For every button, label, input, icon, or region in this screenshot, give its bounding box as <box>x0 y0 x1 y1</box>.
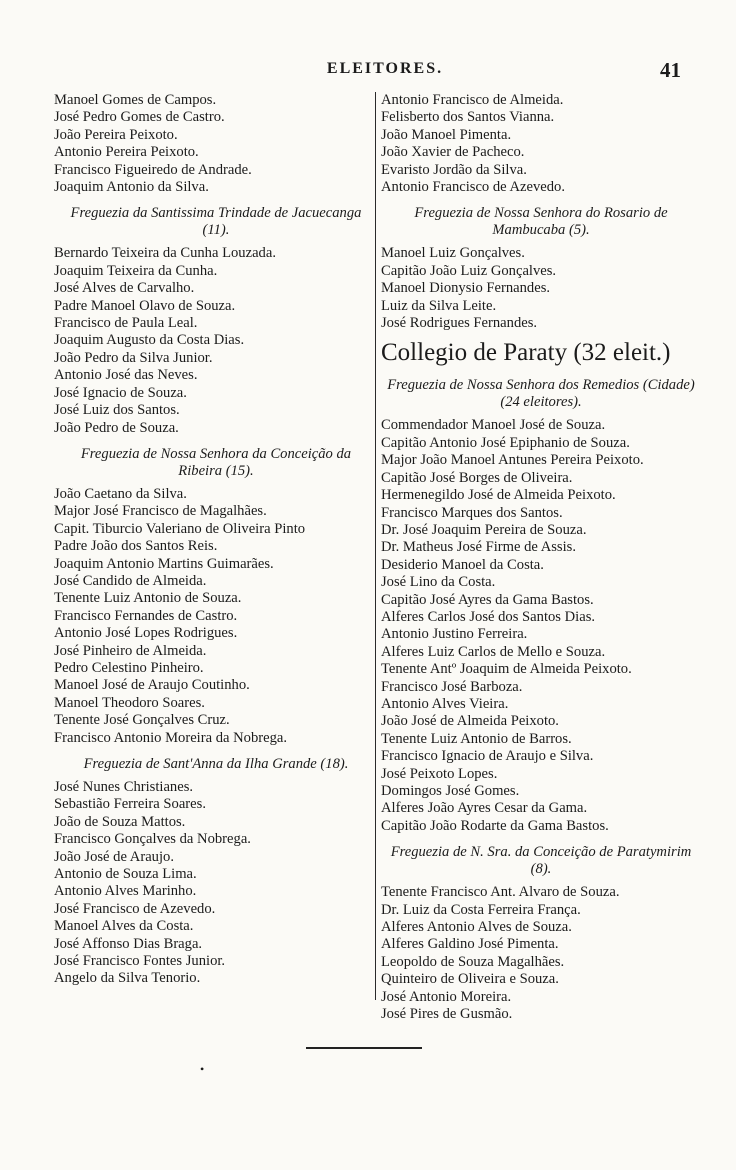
elector-name: Capitão Antonio José Epiphanio de Souza. <box>381 434 630 451</box>
elector-name: Antonio Francisco de Almeida. <box>381 92 564 108</box>
elector-name: Tenente Antº Joaquim de Almeida Peixoto. <box>381 661 632 678</box>
elector-name: Capit. Tiburcio Valeriano de Oliveira Pinto <box>54 520 306 537</box>
elector-name: Joaquim Augusto da Costa Dias. <box>54 332 245 349</box>
elector-name: Joaquim Teixeira da Cunha. <box>54 262 218 279</box>
right-intro-list <box>381 92 701 196</box>
elector-name: José Pinheiro de Almeida. <box>54 642 207 659</box>
elector-name: João Pedro da Silva Junior. <box>54 349 213 366</box>
footer-rule <box>306 1047 422 1049</box>
elector-name: Antonio Alves Vieira. <box>381 695 509 712</box>
elector-name: Felisberto dos Santos Vianna. <box>381 109 555 126</box>
elector-name: Francisco Antonio Moreira da Nobrega. <box>54 729 288 746</box>
elector-name: José Alves de Carvalho. <box>54 280 195 297</box>
elector-name: Tenente Luiz Antonio de Barros. <box>381 730 572 747</box>
section-heading: Freguezia de Nossa Senhora do Rosario de Mambucaba (5). <box>414 205 668 239</box>
elector-name: Commendador Manoel José de Souza. <box>381 417 606 434</box>
elector-name: Joaquim Antonio Martins Guimarães. <box>54 555 274 572</box>
elector-name: Manoel Dionysio Fernandes. <box>381 280 551 297</box>
elector-name: José Peixoto Lopes. <box>381 765 498 782</box>
elector-name: Sebastião Ferreira Soares. <box>54 796 206 813</box>
elector-name: José Luiz dos Santos. <box>54 402 180 419</box>
elector-name: Antonio Justino Ferreira. <box>381 626 528 643</box>
section-heading: Freguezia de Nossa Senhora da Conceição da Ribeira (15). <box>80 445 352 479</box>
elector-name: Capitão José Ayres da Gama Bastos. <box>381 591 594 608</box>
elector-name: Antonio Francisco de Azevedo. <box>381 179 565 196</box>
elector-name: Pedro Celestino Pinheiro. <box>54 659 204 676</box>
elector-name: Quinteiro de Oliveira e Souza. <box>381 971 559 988</box>
page-header <box>0 58 736 88</box>
elector-name: José Pires de Gusmão. <box>381 1006 513 1023</box>
elector-name: Joaquim Antonio da Silva. <box>54 179 209 196</box>
elector-name: João Pedro de Souza. <box>54 419 179 436</box>
elector-name: Padre João dos Santos Reis. <box>54 538 218 555</box>
elector-name: Evaristo Jordão da Silva. <box>381 161 527 178</box>
elector-name: Manoel Luiz Gonçalves. <box>381 245 525 262</box>
elector-name: Tenente Luiz Antonio de Souza. <box>54 590 242 607</box>
elector-name: João de Souza Mattos. <box>54 813 186 830</box>
elector-name: Francisco Figueiredo de Andrade. <box>54 161 252 178</box>
elector-name: José Pedro Gomes de Castro. <box>54 109 225 126</box>
elector-name: João José de Araujo. <box>54 848 174 865</box>
elector-name: José Francisco de Azevedo. <box>54 900 216 917</box>
right-column <box>381 92 701 1023</box>
elector-name: José Antonio Moreira. <box>381 988 512 1005</box>
elector-name: Capitão João Luiz Gonçalves. <box>381 262 557 279</box>
elector-name: Domingos José Gomes. <box>381 783 520 799</box>
elector-name: José Rodrigues Fernandes. <box>381 315 538 332</box>
elector-name: Francisco Fernandes de Castro. <box>54 607 238 624</box>
left-column <box>54 92 374 988</box>
elector-name: Tenente José Gonçalves Cruz. <box>54 712 230 729</box>
elector-name: Antonio José das Neves. <box>54 367 198 384</box>
elector-name: Francisco Marques dos Santos. <box>381 504 563 521</box>
elector-name: Alferes Antonio Alves de Souza. <box>381 919 572 936</box>
mambucaba-list <box>381 245 701 332</box>
footer-dot: • <box>200 1062 205 1076</box>
elector-name: Dr. Matheus José Firme de Assis. <box>381 539 576 556</box>
elector-name: Alferes Luiz Carlos de Mello e Souza. <box>381 643 606 660</box>
elector-name: João Pereira Peixoto. <box>54 126 178 143</box>
elector-name: Antonio José Lopes Rodrigues. <box>54 625 238 642</box>
elector-name: Padre Manoel Olavo de Souza. <box>54 297 236 314</box>
elector-name: Manoel José de Araujo Coutinho. <box>54 677 250 694</box>
elector-name: Angelo da Silva Tenorio. <box>54 970 201 987</box>
elector-name: Major José Francisco de Magalhães. <box>54 503 267 520</box>
elector-name: Francisco Gonçalves da Nobrega. <box>54 831 251 848</box>
elector-name: Antonio Pereira Peixoto. <box>54 144 199 161</box>
section-heading: Freguezia de N. Sra. da Conceição de Paratymirim (8). <box>390 844 692 878</box>
elector-name: José Nunes Christianes. <box>54 779 194 795</box>
section-heading: Freguezia de Nossa Senhora dos Remedios (Cidade) (24 eleitores). <box>387 377 695 411</box>
elector-name: Antonio Alves Marinho. <box>54 883 197 900</box>
elector-name: José Lino da Costa. <box>381 574 496 591</box>
elector-name: Desiderio Manoel da Costa. <box>381 556 544 573</box>
elector-name: João Caetano da Silva. <box>54 485 187 502</box>
elector-name: Francisco Ignacio de Araujo e Silva. <box>381 748 594 765</box>
elector-name: Alferes Galdino José Pimenta. <box>381 936 559 953</box>
paratymirim-list <box>381 884 701 1023</box>
section-heading: Freguezia da Santissima Trindade de Jacuecanga (11). <box>70 205 362 239</box>
elector-name: Dr. José Joaquim Pereira de Souza. <box>381 521 587 538</box>
elector-name: Capitão João Rodarte da Gama Bastos. <box>381 817 609 834</box>
page-number: 41 <box>660 58 681 82</box>
elector-name: Dr. Luiz da Costa Ferreira França. <box>381 901 581 918</box>
elector-name: Major João Manoel Antunes Pereira Peixoto. <box>381 452 644 469</box>
elector-name: Francisco José Barboza. <box>381 678 523 695</box>
elector-name: Antonio de Souza Lima. <box>54 866 197 883</box>
remedios-list <box>381 417 701 835</box>
elector-name: Francisco de Paula Leal. <box>54 315 198 332</box>
elector-name: Leopoldo de Souza Magalhães. <box>381 953 565 970</box>
elector-name: João José de Almeida Peixoto. <box>381 713 559 730</box>
elector-name: João Manoel Pimenta. <box>381 126 512 143</box>
section-heading: Freguezia de Sant'Anna da Ilha Grande (18). <box>83 756 349 772</box>
running-title: ELEITORES. <box>326 60 444 77</box>
elector-name: Manoel Alves da Costa. <box>54 918 194 935</box>
elector-name: Alferes Carlos José dos Santos Dias. <box>381 608 596 625</box>
elector-name: José Candido de Almeida. <box>54 572 207 589</box>
elector-name: Capitão José Borges de Oliveira. <box>381 469 573 486</box>
column-divider <box>375 92 376 1000</box>
elector-name: Bernardo Teixeira da Cunha Louzada. <box>54 245 276 262</box>
elector-name: Manoel Theodoro Soares. <box>54 694 205 711</box>
elector-name: Manoel Gomes de Campos. <box>54 92 217 108</box>
college-title: Collegio de Paraty (32 eleit.) <box>381 339 671 367</box>
elector-name: Tenente Francisco Ant. Alvaro de Souza. <box>381 884 620 901</box>
elector-name: José Ignacio de Souza. <box>54 384 187 401</box>
elector-name: José Affonso Dias Braga. <box>54 935 203 952</box>
elector-name: Alferes João Ayres Cesar da Gama. <box>381 800 588 817</box>
elector-name: João Xavier de Pacheco. <box>381 144 525 161</box>
elector-name: Luiz da Silva Leite. <box>381 297 497 314</box>
elector-name: José Francisco Fontes Junior. <box>54 953 226 970</box>
elector-name: Hermenegildo José de Almeida Peixoto. <box>381 487 616 504</box>
